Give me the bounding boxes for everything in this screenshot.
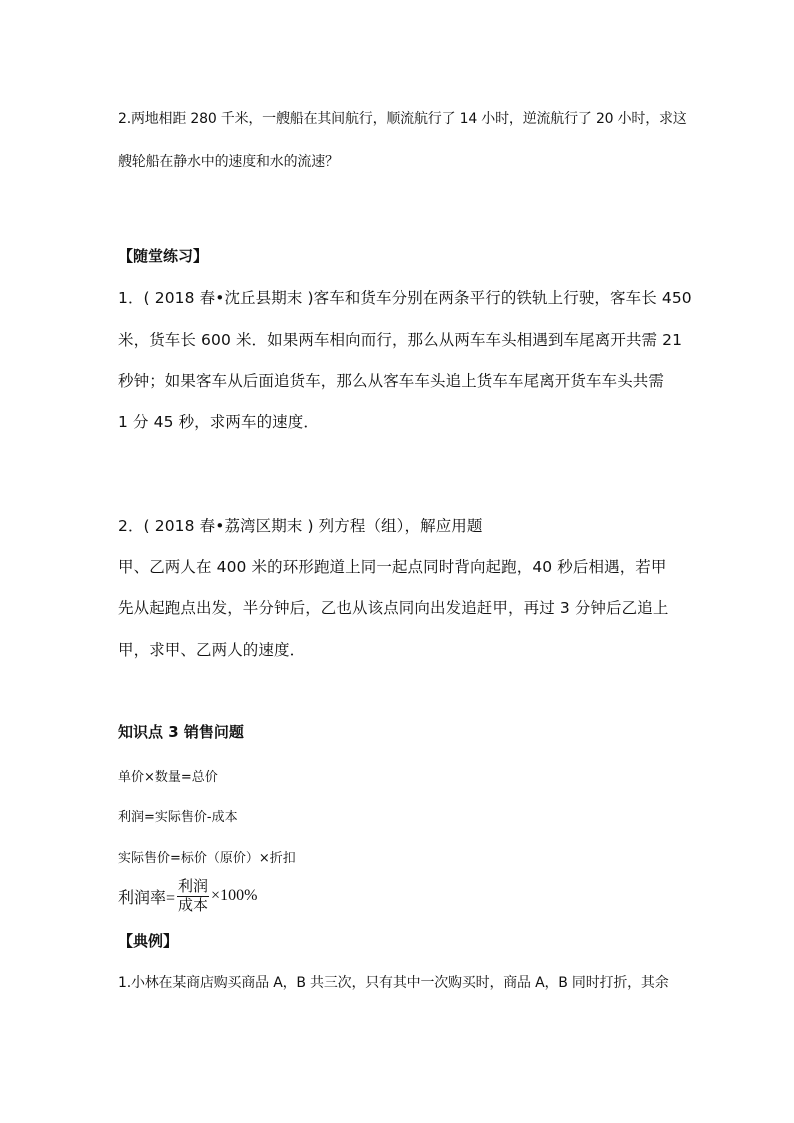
formula-actual-price: 实际售价=标价（原价）×折扣 (118, 851, 296, 866)
example-1-line-1: 1.小林在某商店购买商品 A，B 共三次，只有其中一次购买时，商品 A，B 同时打折，其余 (118, 975, 669, 991)
practice-2-line-1: 2．( 2018 春•荔湾区期末 ) 列方程（组），解应用题 (118, 517, 483, 535)
practice-heading: 【随堂练习】 (118, 247, 209, 265)
formula-profit-rate-lhs: 利润率= (118, 889, 176, 907)
question-2-line-1: 2.两地相距 280 千米，一艘船在其间航行，顺流航行了 14 小时，逆流航行了 20 小时，求这 (118, 111, 687, 127)
knowledge-point-3-heading: 知识点 3 销售问题 (118, 723, 244, 741)
formula-fraction (177, 879, 209, 914)
practice-1-line-3: 秒钟；如果客车从后面追货车，那么从客车车头追上货车车尾离开货车车头共需 (118, 372, 665, 390)
practice-1-line-1: 1．( 2018 春•沈丘县期末 )客车和货车分别在两条平行的铁轨上行驶，客车长 450 (118, 289, 692, 307)
practice-1-line-4: 1 分 45 秒，求两车的速度． (118, 413, 319, 431)
formula-denominator: 成本 (178, 897, 209, 914)
formula-profit: 利润=实际售价-成本 (118, 810, 238, 825)
practice-2-line-2: 甲、乙两人在 400 米的环形跑道上同一起点同时背向起跑，40 秒后相遇，若甲 (118, 558, 667, 576)
formula-unit-price: 单价×数量=总价 (118, 770, 218, 785)
practice-1-line-2: 米，货车长 600 米．如果两车相向而行，那么从两车车头相遇到车尾离开共需 21 (118, 331, 683, 349)
formula-profit-rate (118, 876, 257, 916)
formula-numerator: 利润 (178, 878, 209, 895)
question-2-line-2: 艘轮船在静水中的速度和水的流速？ (118, 154, 339, 170)
formula-profit-rate-rhs: ×100% (211, 887, 258, 904)
example-heading: 【典例】 (118, 932, 179, 950)
practice-2-line-4: 甲，求甲、乙两人的速度． (118, 641, 306, 659)
practice-2-line-3: 先从起跑点出发，半分钟后，乙也从该点同向出发追赶甲，再过 3 分钟后乙追上 (118, 599, 669, 617)
